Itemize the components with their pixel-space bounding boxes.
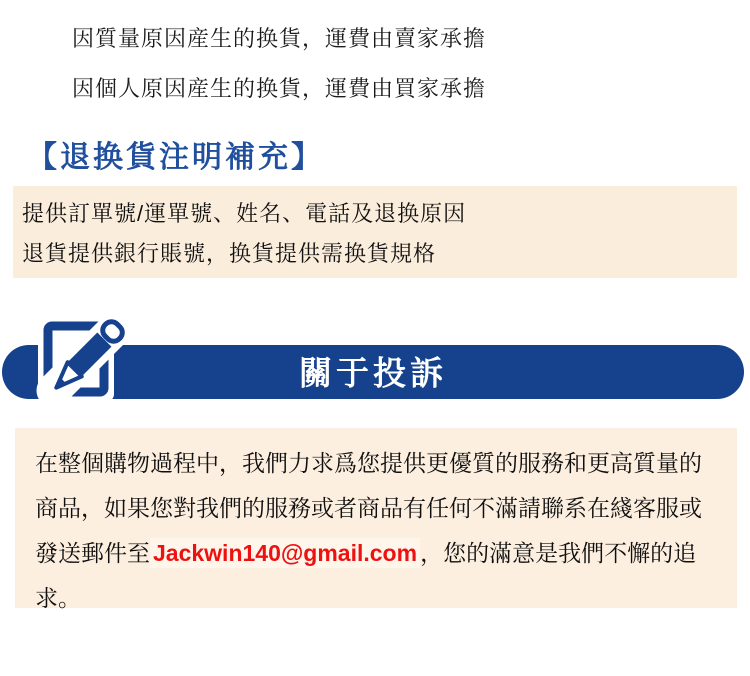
pencil-note-icon bbox=[36, 306, 128, 406]
returns-info-line-2: 退貨提供銀行賬號，换貨提供需换貨規格 bbox=[22, 241, 437, 266]
returns-info-box bbox=[13, 186, 737, 278]
returns-section-heading: 【退换貨注明補充】 bbox=[27, 141, 324, 174]
complaint-text-box bbox=[15, 428, 737, 611]
complaint-text-before: 在整個購物過程中，我們力求爲您提供更優質的服務和更高質量的商品，如果您對我們的服務或者商品有任何不滿請聯系在綫客服或發送郵件至 bbox=[35, 450, 702, 566]
returns-info-line-1: 提供訂單號/運單號、姓名、電話及退换原因 bbox=[22, 201, 467, 226]
complaint-text-after: ，您的滿意是我們不懈的追求。 bbox=[35, 540, 697, 611]
complaint-banner-title: 關于投訴 bbox=[299, 354, 447, 392]
complaint-paragraph bbox=[35, 441, 717, 621]
intro-line-1: 因質量原因産生的换貨，運費由賣家承擔 bbox=[72, 26, 487, 51]
complaint-email: Jackwin140@gmail.com bbox=[150, 538, 420, 568]
intro-line-2: 因個人原因産生的换貨，運費由買家承擔 bbox=[72, 76, 487, 101]
